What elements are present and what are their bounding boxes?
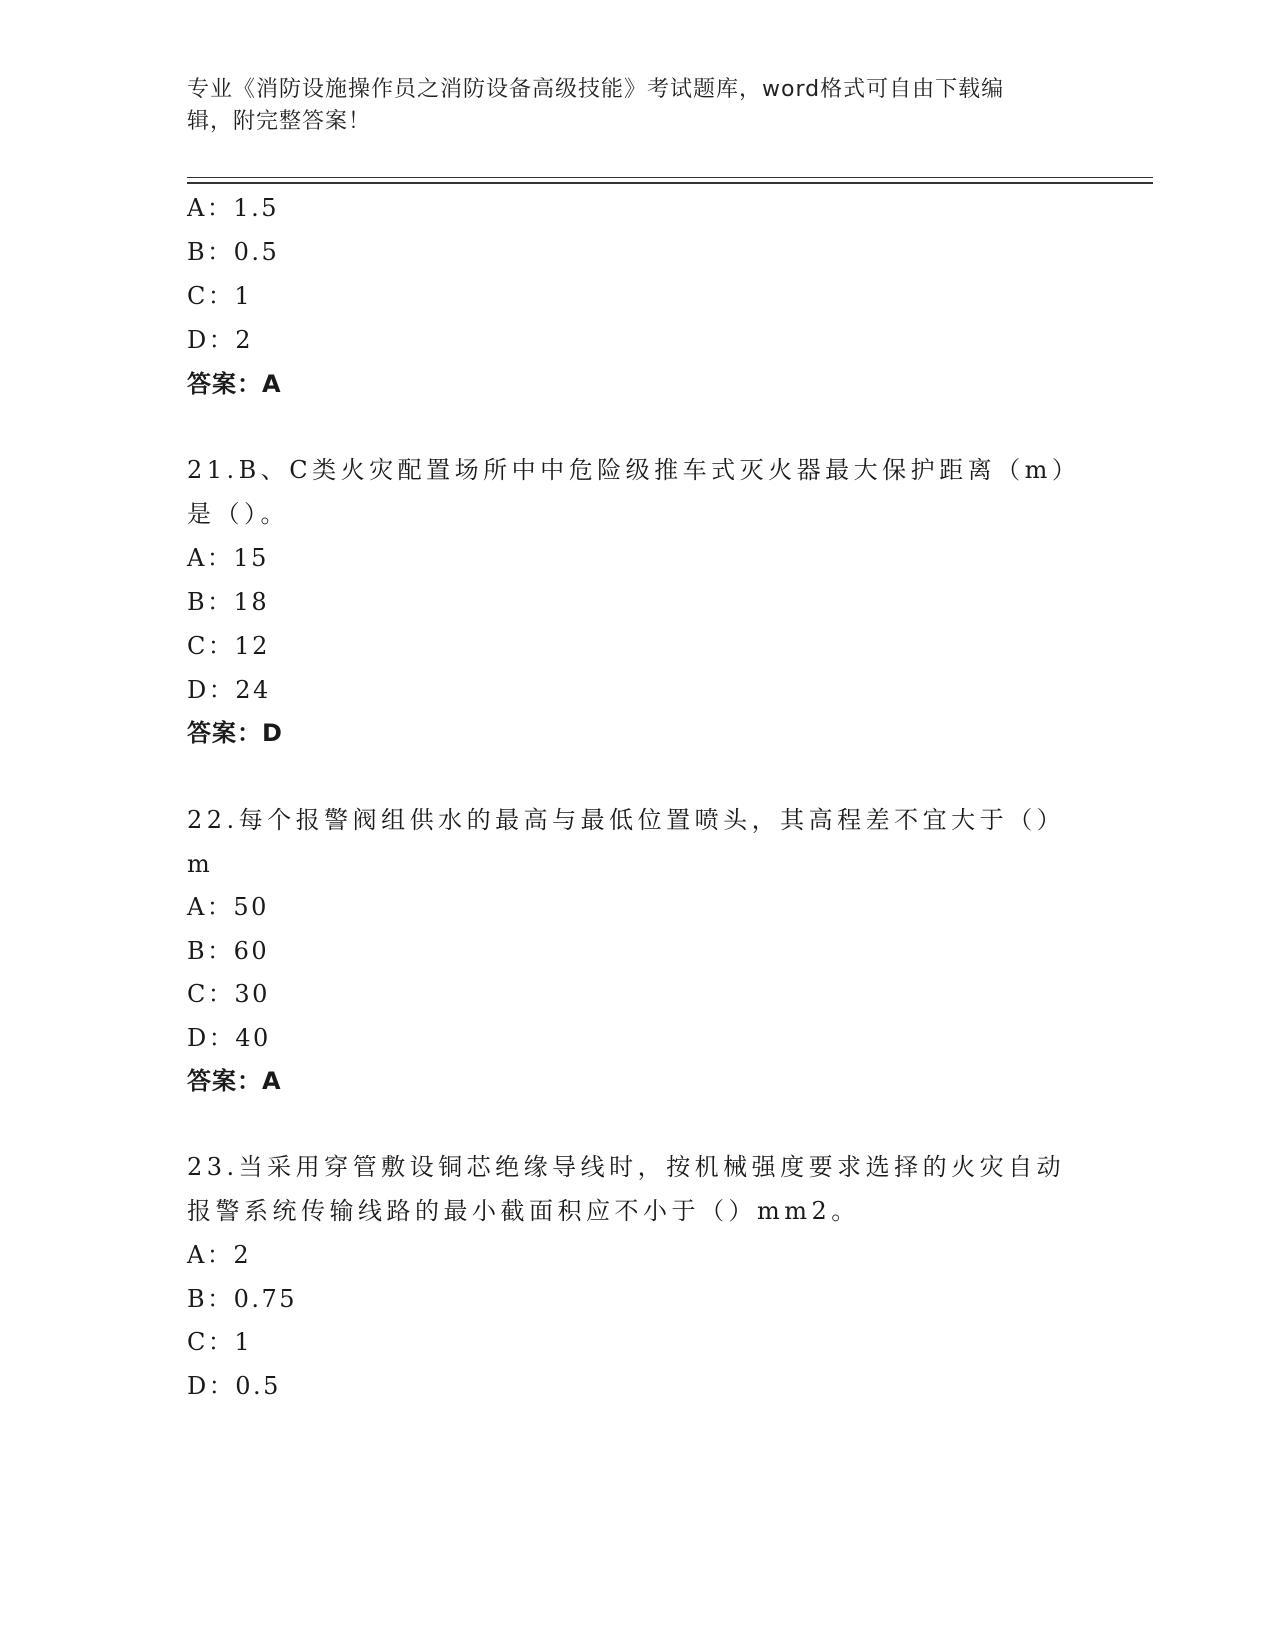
question-21-text-cont: 是（）。 xyxy=(187,500,289,528)
option-c: C：1 xyxy=(187,1328,253,1356)
question-23-text-cont: 报警系统传输线路的最小截面积应不小于（）mm2。 xyxy=(187,1197,860,1225)
question-22-text-cont: m xyxy=(187,850,215,878)
answer-line: 答案：D xyxy=(187,719,283,747)
option-b: B：60 xyxy=(187,937,270,965)
header-line-2: 辑，附完整答案！ xyxy=(187,109,372,134)
option-c: C：1 xyxy=(187,282,253,310)
option-b: B：18 xyxy=(187,588,270,616)
question-21-text: 21.B、C类火灾配置场所中中危险级推车式灭火器最大保护距离（m） xyxy=(187,456,1081,484)
header-divider-thick xyxy=(187,182,1153,184)
question-22-text: 22.每个报警阀组供水的最高与最低位置喷头，其高程差不宜大于（） xyxy=(187,806,1066,834)
option-d: D：24 xyxy=(187,676,271,704)
answer-line: 答案：A xyxy=(187,1067,282,1095)
option-d: D：2 xyxy=(187,326,254,354)
option-b: B：0.5 xyxy=(187,238,280,266)
option-a: A：15 xyxy=(187,544,269,572)
header-divider-thin xyxy=(187,177,1153,178)
option-a: A：1.5 xyxy=(187,194,279,222)
option-c: C：12 xyxy=(187,632,270,660)
option-b: B：0.75 xyxy=(187,1285,298,1313)
option-d: D：40 xyxy=(187,1024,271,1052)
option-c: C：30 xyxy=(187,980,270,1008)
header-line-1: 专业《消防设施操作员之消防设备高级技能》考试题库，word格式可自由下载编 xyxy=(187,77,1005,102)
option-d: D：0.5 xyxy=(187,1372,281,1400)
document-header xyxy=(187,74,1087,138)
option-a: A：50 xyxy=(187,893,269,921)
answer-line: 答案：A xyxy=(187,370,282,398)
question-23-text: 23.当采用穿管敷设铜芯绝缘导线时，按机械强度要求选择的火灾自动 xyxy=(187,1153,1066,1181)
option-a: A：2 xyxy=(187,1241,252,1269)
